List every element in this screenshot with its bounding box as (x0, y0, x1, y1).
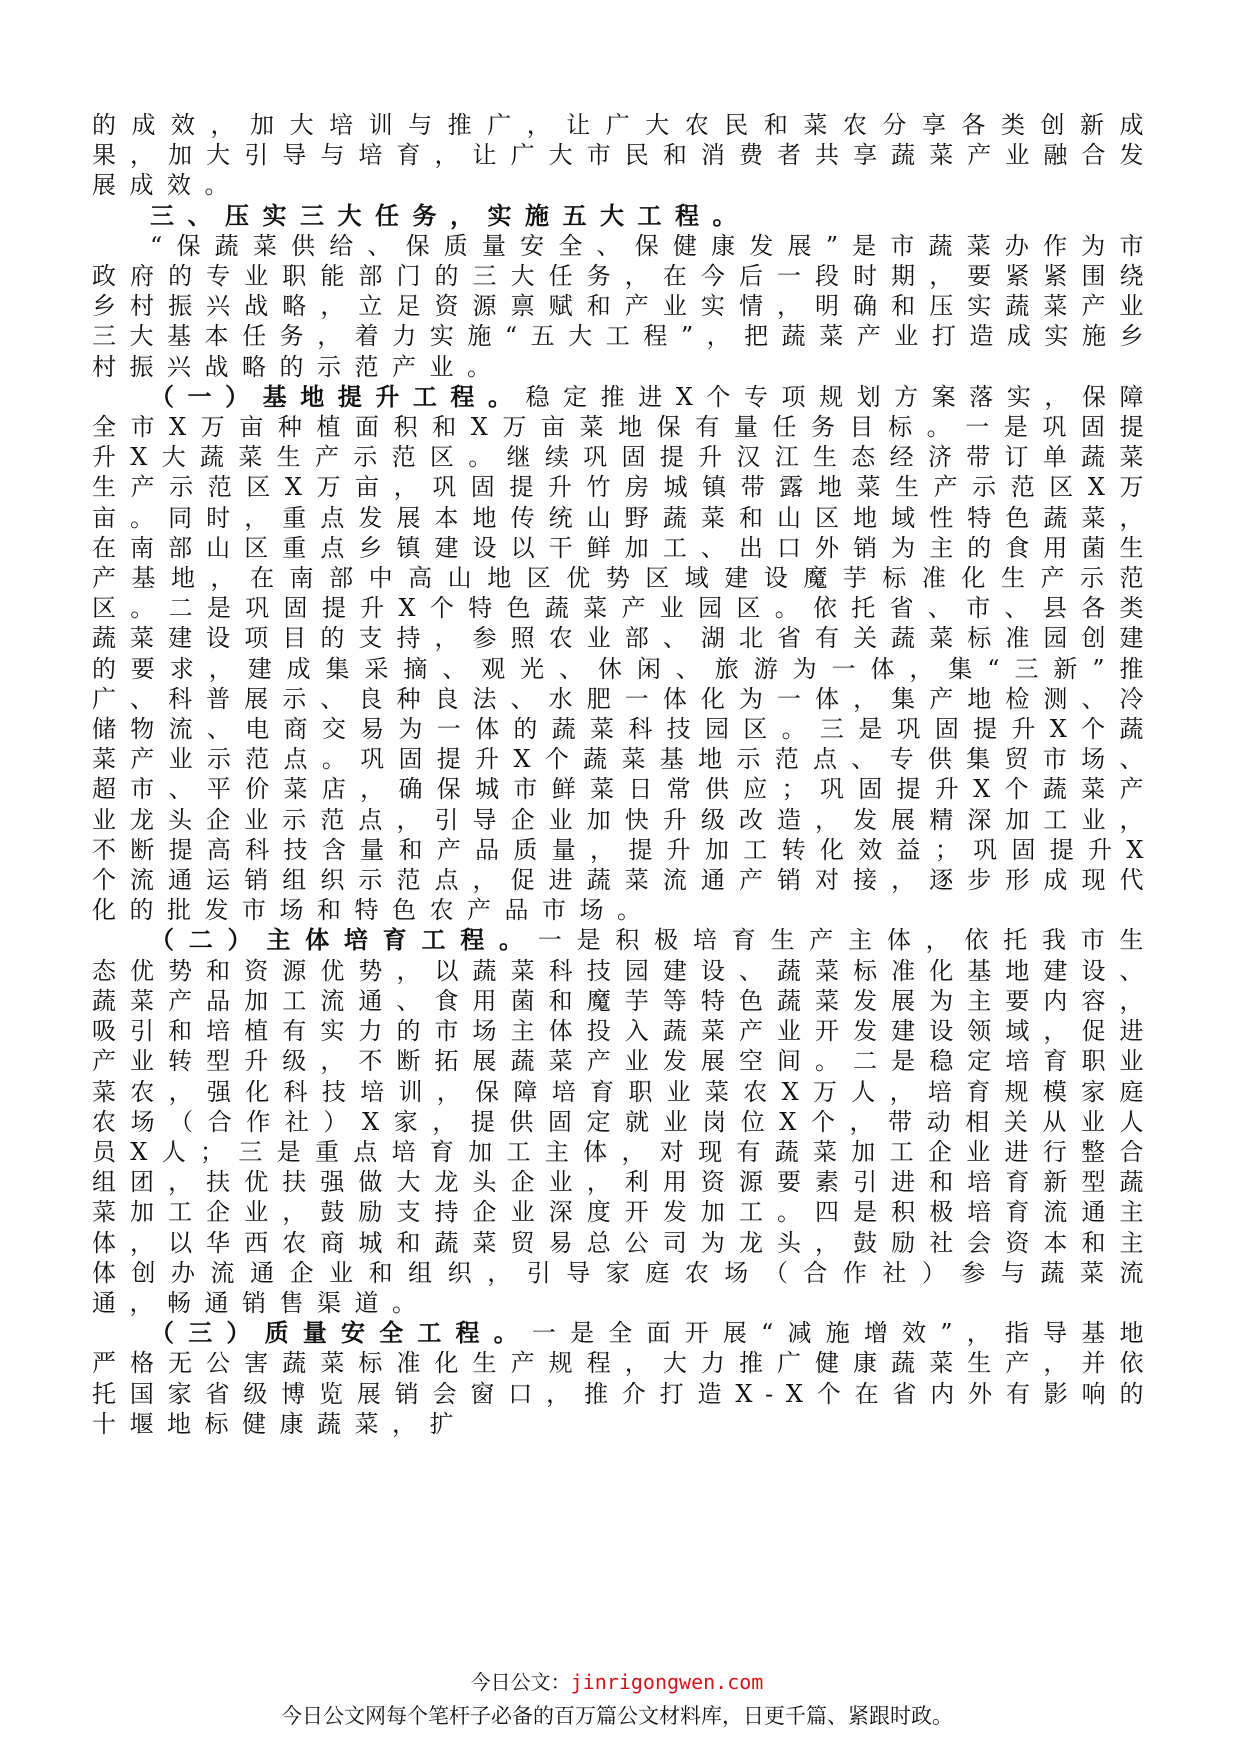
paragraph-entity-cultivation (92, 925, 1157, 1318)
footer-source (0, 1666, 1234, 1695)
subsection-body-1: 稳定推进X个专项规划方案落实，保障全市X万亩种植面积和X万亩菜地保有量任务目标。一是巩固提升X大蔬菜生产示范区。继续巩固提升汉江生态经济带订单蔬菜生产示范区X万亩，巩固提升竹房城镇带露地菜生产示范区X万亩。同时，重点发展本地传统山野蔬菜和山区地域性特色蔬菜，在南部山区重点乡镇建设以干鲜加工、出口外销为主的食用菌生产基地，在南部中高山地区优势区域建设魔芋标准化生产示范区。二是巩固提升X个特色蔬菜产业园区。依托省、市、县各类蔬菜建设项目的支持，参照农业部、湖北省有关蔬菜标准园创建的要求，建成集采摘、观光、休闲、旅游为一体，集“三新”推广、科普展示、良种良法、水肥一体化为一体，集产地检测、冷储物流、电商交易为一体的蔬菜科技园区。三是巩固提升X个蔬菜产业示范点。巩固提升X个蔬菜基地示范点、专供集贸市场、超市、平价菜店，确保城市鲜菜日常供应；巩固提升X个蔬菜产业龙头企业示范点，引导企业加快升级改造，发展精深加工业，不断提高科技含量和产品质量，提升加工转化效益；巩固提升X个流通运销组织示范点，促进蔬菜流通产销对接，逐步形成现代化的批发市场和特色农产品市场。 (92, 382, 1157, 925)
paragraph-quality-safety (92, 1318, 1157, 1439)
footer-slogan: 今日公文网每个笔杆子必备的百万篇公文材料库，日更千篇、紧跟时政。 (281, 1704, 953, 1728)
paragraph-base-upgrade (92, 382, 1157, 926)
paragraph-intro: 的成效，加大培训与推广，让广大农民和菜农分享各类创新成果，加大引导与培育，让广大市民和消费者共享蔬菜产业融合发展成效。 (92, 111, 1157, 200)
document-body (92, 110, 1157, 1439)
footer-url-link[interactable]: jinrigongwen.com (570, 1670, 764, 1694)
section-heading: 三、压实三大任务，实施五大工程。 (150, 200, 750, 230)
subsection-body-2: 一是积极培育生产主体，依托我市生态优势和资源优势，以蔬菜科技园建设、蔬菜标准化基地建设、蔬菜产品加工流通、食用菌和魔芋等特色蔬菜发展为主要内容，吸引和培植有实力的市场主体投入蔬菜产业开发建设领域，促进产业转型升级，不断拓展蔬菜产业发展空间。二是稳定培育职业菜农，强化科技培训，保障培育职业菜农X万人，培育规模家庭农场（合作社）X家，提供固定就业岗位X个，带动相关从业人员X人；三是重点培育加工主体，对现有蔬菜加工企业进行整合组团，扶优扶强做大龙头企业，利用资源要素引进和培育新型蔬菜加工企业，鼓励支持企业深度开发加工。四是积极培育流通主体，以华西农商城和蔬菜贸易总公司为龙头，鼓励社会资本和主体创办流通企业和组织，引导家庭农场（合作社）参与蔬菜流通，畅通销售渠道。 (92, 926, 1158, 1317)
subsection-title-2: （二）主体培育工程。 (150, 925, 538, 955)
subsection-title-1: （一）基地提升工程。 (150, 381, 526, 411)
subsection-body-3: 一是全面开展“减施增效”，指导基地严格无公害蔬菜标准化生产规程，大力推广健康蔬菜生产，并依托国家省级博览展销会窗口，推介打造X-X个在省内外有影响的十堰地标健康蔬菜，扩 (92, 1319, 1157, 1438)
subsection-title-3: （三）质量安全工程。 (150, 1318, 532, 1348)
paragraph-tasks: “保蔬菜供给、保质量安全、保健康发展”是市蔬菜办作为市政府的专业职能部门的三大任务，在今后一段时期，要紧紧围绕乡村振兴战略，立足资源禀赋和产业实情，明确和压实蔬菜产业三大基本任务，着力实施“五大工程”，把蔬菜产业打造成实施乡村振兴战略的示范产业。 (92, 231, 1157, 381)
footer-label: 今日公文： (470, 1670, 571, 1694)
